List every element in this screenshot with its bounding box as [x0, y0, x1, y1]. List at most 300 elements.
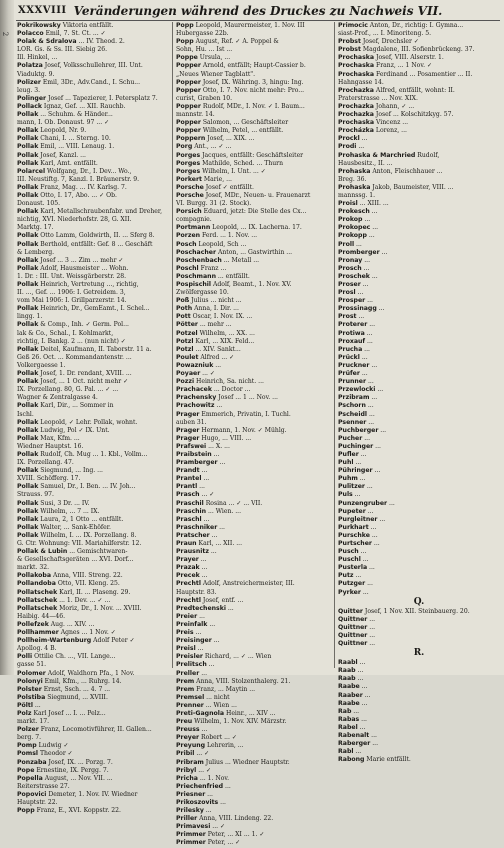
entry-details: Viaduktg. 9. [17, 70, 55, 78]
directory-entry [338, 119, 500, 127]
directory-entry [17, 378, 169, 386]
directory-entry [176, 208, 332, 216]
column-divider [172, 22, 173, 668]
entry-details: Franz, ... Maytin ... [194, 685, 256, 693]
directory-entry [176, 427, 332, 435]
entry-details: ... [355, 289, 364, 297]
directory-entry [17, 103, 169, 111]
directory-entry [17, 637, 169, 645]
entry-details: Karl, ... XII. ... [196, 540, 243, 547]
entry-details: Rudolf, Ch. Mug ... 1. Kbl., Vollm... [38, 450, 148, 458]
entry-surname: Primavesi [176, 823, 211, 831]
directory-entry [17, 775, 169, 783]
entry-details: ... [209, 531, 218, 539]
directory-entry [17, 87, 169, 95]
entry-surname: Prucha [338, 345, 363, 353]
entry-surname: Prohaska [338, 167, 371, 175]
directory-entry [17, 216, 169, 224]
entry-details: Josef ... 3 ... Zim ... mehr ✓ [38, 256, 124, 264]
entry-details: Heinr., ... XIV ... [224, 709, 276, 717]
directory-entry [17, 338, 169, 346]
directory-entry [176, 281, 332, 289]
entry-details: Otto, I. 17, Abo. ... ✓ Ob. [38, 191, 117, 199]
entry-details: Moriz, Dr., I. Nov. ... XVIII. [57, 604, 142, 612]
entry-surname: Pollak [17, 208, 39, 216]
entry-details: Wilhelm, I. Unt. ... ✓ [200, 167, 266, 175]
entry-details: ... Wien ... [203, 701, 237, 709]
entry-details: Hausbesitz., II. ... [338, 159, 393, 167]
directory-entry [338, 330, 500, 338]
entry-details: ... [354, 240, 362, 248]
entry-surname: Pramberger [176, 459, 218, 467]
directory-entry [338, 435, 500, 443]
directory-entry [176, 637, 332, 645]
entry-details: ... [213, 361, 222, 369]
entry-details: ... [357, 659, 366, 667]
entry-details: Donaust. 105. [17, 200, 61, 208]
directory-entry [176, 224, 332, 232]
directory-entry [176, 103, 332, 111]
entry-surname: Preisler [176, 653, 203, 661]
directory-entry [338, 232, 500, 240]
directory-entry [338, 483, 500, 491]
entry-details: ... [193, 629, 202, 637]
directory-entry [17, 645, 169, 653]
entry-surname: Polster [17, 685, 42, 693]
entry-details: ... [195, 645, 204, 653]
entry-surname: Raab [338, 675, 356, 683]
entry-details: Julius ... Wiedner Hauptstr. [203, 758, 290, 766]
directory-entry [338, 632, 500, 640]
entry-details: ... [373, 442, 381, 450]
entry-details: Alfred, entfällt, wohnt: II. [373, 86, 455, 94]
entry-surname: Prantel [176, 475, 202, 483]
entry-details: XVIII. Schöfferg. 17. [17, 475, 81, 483]
entry-details: ... [207, 620, 216, 628]
directory-entry [17, 694, 169, 702]
entry-surname: Prausnitz [176, 548, 209, 556]
entry-details: Emil, ... VIII. Lenaug. 1. [38, 143, 115, 151]
directory-entry [176, 176, 332, 184]
page-title: Veränderungen während des Druckes zu Nachweis VII. [73, 4, 443, 18]
entry-details: ... ✓ [210, 823, 226, 831]
entry-surname: Pospischil [176, 281, 212, 288]
directory-entry [176, 87, 332, 95]
entry-details: Anna, VIII. Streng. 22. [51, 572, 123, 580]
directory-entry [17, 111, 169, 119]
entry-details: ... 1. Nov. [197, 774, 230, 782]
directory-entry [17, 232, 169, 240]
entry-details: Praterstrasse ... Nov. XIX. [338, 94, 418, 102]
directory-entry [17, 702, 169, 710]
entry-surname: Polli [17, 653, 33, 661]
entry-details: Arnold, entfällt; Haupt-Cassier b. [200, 62, 306, 70]
entry-details: ... [367, 564, 375, 572]
directory-entry [338, 370, 500, 378]
directory-entry [17, 589, 169, 597]
entry-surname: Polatza [17, 62, 43, 70]
directory-entry [17, 427, 169, 435]
directory-entry [176, 38, 332, 46]
entry-details: ... mehr ... [197, 321, 232, 329]
directory-entry [17, 459, 169, 467]
entry-details: ... [367, 321, 376, 329]
directory-entry [338, 394, 500, 402]
directory-entry [338, 411, 500, 419]
directory-entry [17, 767, 169, 775]
entry-details: ... [214, 402, 223, 410]
directory-entry [17, 95, 169, 103]
entry-surname: Preis [176, 629, 194, 637]
directory-entry [338, 200, 500, 208]
directory-entry [338, 386, 500, 394]
entry-details: Emil, 7. St. Ct. ... ✓ [43, 30, 106, 38]
entry-details: ... [369, 394, 378, 402]
entry-details: ... [201, 475, 210, 483]
entry-surname: Pollak [17, 281, 39, 288]
entry-surname: Poth [176, 305, 193, 313]
directory-entry [176, 257, 332, 265]
entry-surname: Poschenbach [176, 256, 222, 264]
entry-details: Ursula, ... [197, 54, 231, 62]
entry-surname: Prost [338, 313, 357, 321]
directory-entry [176, 200, 332, 208]
entry-surname: Pollak [17, 434, 39, 442]
directory-entry [17, 678, 169, 686]
entry-surname: Polz [17, 709, 32, 717]
directory-entry [176, 241, 332, 249]
entry-surname: Preu [176, 718, 193, 726]
directory-entry [176, 119, 332, 127]
entry-surname: Puhl [338, 459, 354, 467]
entry-surname: Popper [176, 127, 201, 135]
entry-details: ... [361, 264, 370, 272]
entry-surname: Raaber [338, 691, 363, 699]
entry-surname: Pollak [17, 240, 39, 248]
directory-entry [176, 742, 332, 750]
entry-details: ... [362, 345, 370, 353]
entry-surname: Preyung [176, 742, 206, 750]
directory-entry [176, 273, 332, 281]
entry-details: Eduard, jetzt: Die Stelle des Cx... [201, 208, 307, 216]
directory-entry [338, 556, 500, 564]
entry-details: Ernst, Ssch. ... 4. 7 ... [41, 685, 111, 693]
directory-column-3 [338, 22, 500, 764]
entry-details: Adolf Peter ✓ [91, 637, 135, 645]
entry-details: Josef, MDr., Neuen- u. Frauenarzt [203, 191, 311, 199]
entry-surname: Pollak [17, 159, 39, 167]
entry-details: ... [197, 483, 205, 491]
directory-entry [17, 475, 169, 483]
entry-surname: Prem [176, 685, 195, 693]
entry-surname: Quittner [338, 631, 368, 639]
directory-entry [338, 54, 500, 62]
directory-entry [338, 451, 500, 459]
directory-entry [17, 451, 169, 459]
directory-entry [176, 62, 332, 70]
directory-entry [338, 176, 500, 184]
entry-surname: Pollatschek [17, 588, 58, 596]
entry-surname: Prayer [176, 556, 199, 564]
directory-entry [338, 297, 500, 305]
directory-entry [176, 419, 332, 427]
entry-details: & Comp., Inh. ✓ Germ. Pol... [38, 321, 129, 329]
entry-details: Josef ... 1 ... Nov. ... [216, 394, 278, 402]
entry-details: ... [197, 612, 205, 620]
directory-entry [17, 200, 169, 208]
entry-surname: Posch [176, 240, 197, 248]
entry-surname: Primmer [176, 839, 206, 847]
entry-details: auben 31. [176, 418, 207, 426]
entry-details: Otto, I. 7. Nov. nicht mehr: Pro... [200, 86, 305, 94]
directory-entry [176, 54, 332, 62]
entry-surname: Popper [176, 78, 201, 86]
directory-entry [338, 659, 500, 667]
entry-surname: Pscheidl [338, 410, 368, 418]
entry-details: Adolf, Waldhorn Pfa., 1 Nov. [45, 669, 135, 677]
directory-entry [17, 184, 169, 192]
directory-entry [338, 321, 500, 329]
entry-details: Anna, VIII. Lindeng. 22. [197, 815, 274, 823]
entry-surname: Pollak [17, 191, 39, 199]
entry-details: ... [199, 726, 208, 734]
entry-surname: Pollak [17, 183, 39, 191]
entry-details: ... [352, 491, 361, 499]
directory-entry [17, 597, 169, 605]
directory-entry [17, 313, 169, 321]
directory-entry [17, 435, 169, 443]
directory-entry [176, 71, 332, 79]
entry-surname: Proll [338, 240, 355, 248]
entry-surname: Pollatschek [17, 604, 58, 612]
directory-entry [17, 726, 169, 734]
entry-details: ... ✓ [200, 370, 216, 378]
directory-entry [176, 346, 332, 354]
directory-entry [176, 265, 332, 273]
directory-entry [338, 564, 500, 572]
entry-surname: Porges [176, 167, 201, 175]
entry-details: Apollog. 4 B. [17, 645, 57, 653]
directory-entry [338, 87, 500, 95]
entry-surname: Przewlocki [338, 386, 376, 394]
entry-details: ... [366, 378, 374, 386]
entry-details: compagnie. [176, 216, 212, 224]
directory-entry [17, 516, 169, 524]
entry-details: Heinrich, Sa. nicht. ... [194, 378, 264, 386]
entry-details: Haibig. 44—46. [17, 612, 66, 620]
directory-entry [176, 621, 332, 629]
entry-details: Ischl. [17, 410, 34, 418]
directory-entry [338, 281, 500, 289]
directory-entry [17, 556, 169, 564]
entry-surname: Praschniker [176, 523, 218, 531]
entry-surname: Prager [176, 426, 200, 434]
entry-details: ... [377, 515, 386, 523]
entry-surname: Pusch [338, 548, 359, 556]
entry-details: ... [365, 402, 374, 410]
entry-details: ... [355, 675, 364, 683]
entry-surname: Pulitzer [338, 483, 365, 491]
directory-entry [338, 152, 500, 160]
directory-entry [338, 708, 500, 716]
entry-details: Lehrerin, ... [205, 742, 244, 750]
column-divider [334, 22, 335, 668]
entry-surname: Raabe [338, 683, 360, 691]
entry-surname: Praibstein [176, 450, 212, 458]
entry-surname: Prosper [338, 297, 366, 305]
entry-surname: Praschin [176, 507, 207, 515]
directory-entry [338, 524, 500, 532]
entry-details: Agnes ... 1 Nov. ✓ [58, 629, 116, 637]
entry-details: ... Wien. ... [206, 507, 242, 515]
directory-entry [176, 79, 332, 87]
entry-details: ... [362, 691, 371, 699]
entry-surname: Pokrikowsky [17, 22, 61, 29]
entry-details: Adolf, Beamt., 1. Nov. XV. [211, 281, 292, 288]
entry-details: ... [223, 782, 231, 790]
entry-details: mann, I. Ob. Donaust. 97 ... ✓ [17, 119, 110, 127]
entry-details: Mathilde, Sched. ... Thurn [200, 159, 284, 167]
entry-surname: Pollak [17, 135, 39, 143]
entry-details: Marie, ... [202, 175, 232, 183]
directory-entry [338, 257, 500, 265]
entry-surname: Porkert [176, 175, 202, 183]
entry-surname: Preier [176, 612, 198, 620]
entry-surname: Prochaska [338, 62, 375, 70]
directory-entry [17, 321, 169, 329]
entry-details: ... [356, 143, 365, 151]
entry-details: Anna, I. Dir. ... [192, 305, 239, 313]
entry-surname: Porzen [176, 232, 201, 240]
entry-surname: Praun [176, 540, 197, 547]
directory-entry [176, 661, 332, 669]
entry-surname: Pollak [17, 515, 39, 523]
directory-entry [338, 289, 500, 297]
directory-entry [17, 71, 169, 79]
directory-entry [17, 241, 169, 249]
entry-details: ... [370, 224, 379, 232]
entry-details: Karl Josef ... I. ... Pelz... [31, 709, 106, 717]
entry-details: 1. Dr. : III. Unt. Weissgärberstr. 28. [17, 272, 127, 280]
entry-surname: Pricha [176, 774, 198, 782]
entry-surname: Prohaska & Marchried [338, 151, 416, 159]
entry-surname: Preller [176, 669, 200, 677]
entry-details: Wiedner Hauptst. 16. [17, 442, 84, 450]
directory-entry [17, 30, 169, 38]
entry-surname: Punzengruber [338, 499, 388, 507]
entry-details: Karl, Dir., ... Sommer in [38, 402, 114, 410]
entry-surname: Puls [338, 491, 353, 499]
entry-surname: Puschl [338, 556, 361, 564]
entry-surname: Preyer [176, 734, 200, 742]
entry-details: Leopold, ✓ Lehr. Pollak, wohnt. [38, 418, 138, 426]
directory-entry [176, 791, 332, 799]
directory-entry [338, 71, 500, 79]
entry-surname: Pollak [17, 345, 39, 353]
entry-surname: Purschke [338, 531, 370, 539]
directory-entry [17, 670, 169, 678]
entry-surname: Procházka [338, 127, 374, 135]
directory-entry [176, 46, 332, 54]
directory-entry [17, 532, 169, 540]
entry-surname: Prochaska [338, 70, 375, 78]
directory-entry [338, 208, 500, 216]
directory-entry [176, 799, 332, 807]
section-letter: Q. [413, 596, 425, 607]
entry-details: ... [367, 410, 375, 418]
entry-surname: Polzer [17, 726, 39, 734]
entry-details: Leopold, ... IX. Lacherna. 17. [210, 224, 302, 232]
entry-surname: Pollak [17, 256, 39, 264]
directory-entry [338, 241, 500, 249]
entry-details: Hahngasse 14. [338, 78, 384, 86]
entry-surname: Ponzaba [17, 758, 47, 766]
entry-surname: Rabas [338, 715, 360, 723]
entry-details: Breg. 36. [338, 175, 367, 183]
entry-surname: Quitter [338, 607, 363, 615]
entry-surname: Proschek [338, 272, 370, 280]
directory-entry [176, 807, 332, 815]
entry-surname: Puchberger [338, 426, 379, 434]
entry-details: ... [369, 531, 378, 539]
entry-details: Lorenz, ... [373, 127, 407, 135]
entry-details: LOR. Gs. & Ss. III. Siebig 26. [17, 46, 108, 54]
entry-surname: Priller [176, 815, 198, 823]
entry-surname: Psenner [338, 418, 367, 426]
entry-details: ... [217, 523, 225, 531]
directory-entry [338, 273, 500, 281]
entry-details: Theodor ✓ [38, 750, 73, 758]
entry-details: Ernestine, IX. Pergg. 7. [34, 766, 109, 774]
entry-surname: Priesner [176, 790, 206, 798]
entry-surname: Preinfalk [176, 620, 208, 628]
directory-entry [17, 621, 169, 629]
entry-details: Wilhelm, ... 7 ... IX. [38, 507, 100, 515]
entry-details: Laura, 2, 1 Otto ... entfällt. [38, 515, 124, 523]
entry-details: Karl, II. ... Plaseng. 29. [57, 588, 131, 596]
entry-surname: Probst [338, 38, 361, 46]
directory-entry [17, 548, 169, 556]
directory-entry [176, 605, 332, 613]
entry-details: ... [203, 807, 212, 815]
entry-surname: Porsche [176, 191, 204, 199]
directory-entry [176, 564, 332, 572]
entry-details: Peter, ... ✓ [205, 839, 241, 847]
entry-details: Adolf, Hausmeister ... Wohn. [38, 264, 129, 272]
entry-details: ... [359, 135, 368, 143]
entry-details: August, ... Nov. VII. ... [42, 774, 113, 782]
entry-surname: Prosch [338, 264, 362, 272]
entry-surname: Polinger [17, 94, 47, 102]
entry-details: „Neues Wiener Tagblatt". [176, 70, 256, 78]
directory-entry [176, 783, 332, 791]
entry-details: ... [364, 329, 373, 337]
entry-surname: Prokop [338, 216, 363, 224]
entry-details: G. Ctr. Wohnung: VII. Mariahilferstr. 12. [17, 540, 142, 547]
entry-details: Ottilie Ch. ..., VII. Lange... [32, 653, 116, 661]
entry-details: Anna, VIII. Stolzenthalerg. 21. [194, 677, 291, 685]
directory-entry [17, 483, 169, 491]
directory-entry [17, 759, 169, 767]
entry-details: Karl, Metallschraubenfabr. und Dreher, [38, 208, 163, 216]
entry-surname: Pronay [338, 256, 363, 264]
entry-details: ... [198, 556, 207, 564]
entry-details: Wilhelm, Petel, ... entfällt. [200, 127, 284, 135]
directory-entry [176, 127, 332, 135]
directory-entry [176, 394, 332, 402]
entry-details: Josef, IX. Währing. 3, hingu: Ing. [200, 78, 304, 86]
entry-details: markt. 32. [17, 564, 50, 572]
